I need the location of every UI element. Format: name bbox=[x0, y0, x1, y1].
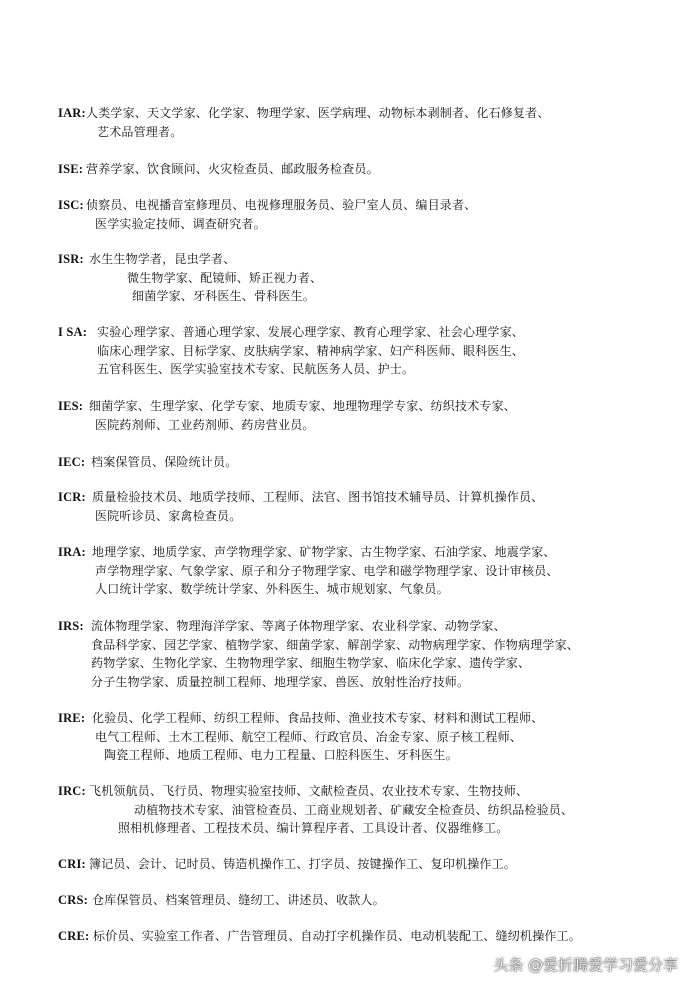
occupation-line: 质量检验技术员、地质学技师、工程师、法官、图书馆技术辅导员、计算机操作员、 bbox=[92, 490, 544, 504]
occupation-line: 食品科学家、园艺学家、植物学家、细菌学家、解剖学家、动物病理学家、作物病理学家、 bbox=[91, 637, 580, 652]
holland-code-label: IRS: bbox=[58, 619, 84, 633]
holland-code-label: ISR: bbox=[58, 252, 84, 266]
occupation-line: 医院药剂师、工业药剂师、药房营业员。 bbox=[95, 417, 315, 432]
occupation-line: 飞机领航员、飞行员、物理实验室技师、文献检查员、农业技术专家、生物技师、 bbox=[89, 784, 529, 798]
occupation-line: 艺术品管理者。 bbox=[97, 124, 183, 139]
watermark: 头条 @爱折腾爱学习爱分享 bbox=[493, 956, 678, 974]
occupation-line: 电气工程师、土木工程师、航空工程师、行政官员、冶金专家、原子核工程师、 bbox=[95, 729, 523, 744]
occupation-line: 细菌学家、生理学家、化学专家、地质专家、地理物理学专家、纺织技术专家、 bbox=[89, 399, 517, 413]
occupation-line: 化验员、化学工程师、纺织工程师、食品技师、渔业技术专家、材料和测试工程师、 bbox=[92, 711, 544, 725]
occupation-line: 五官科医生、医学实验室技术专家、民航医务人员、护士。 bbox=[97, 362, 415, 376]
occupation-line: 临床心理学家、目标学家、皮肤病学家、精神病学家、妇产科医师、眼科医生、 bbox=[97, 343, 525, 358]
occupation-line: 分子生物学家、质量控制工程师、地理学家、兽医、放射性治疗技师。 bbox=[91, 674, 470, 689]
occupation-line: 微生物学家、配镜师、矫正视力者、 bbox=[127, 270, 323, 285]
occupation-line: 簿记员、会计、记时员、铸造机操作工、打字员、按键操作工、复印机操作工。 bbox=[89, 857, 517, 871]
holland-code-label: IES: bbox=[58, 399, 84, 413]
occupation-line: 营养学家、饮食顾问、火灾检查员、邮政服务检查员。 bbox=[86, 162, 379, 176]
holland-code-label: IRC: bbox=[58, 784, 86, 798]
occupation-line: 地理学家、地质学家、声学物理学家、矿物学家、古生物学家、石油学家、地震学家、 bbox=[92, 545, 556, 559]
occupation-line: 医学实验定技师、调查研究者。 bbox=[95, 216, 266, 231]
holland-code-label: IEC: bbox=[58, 455, 86, 469]
holland-code-label: ISC: bbox=[58, 198, 84, 212]
occupation-line: 流体物理学家、物理海洋学家、等离子体物理学家、农业科学家、动物学家、 bbox=[91, 619, 506, 633]
holland-code-label: CRE: bbox=[58, 929, 90, 943]
occupation-line: 仓库保管员、档案管理员、缝纫工、讲述员、收款人。 bbox=[92, 893, 385, 907]
occupation-line: 医院听诊员、家禽检查员。 bbox=[95, 508, 242, 523]
occupation-line: 陶瓷工程师、地质工程师、电力工程量、口腔科医生、牙科医生。 bbox=[104, 748, 458, 762]
occupation-line: 水生生物学者，昆虫学者、 bbox=[89, 252, 236, 266]
holland-code-label: I SA: bbox=[58, 325, 88, 339]
holland-code-label: IAR: bbox=[58, 106, 86, 120]
occupation-line: 照相机修理者、工程技术员、编计算程序者、工具设计者、仪器维修工。 bbox=[118, 821, 509, 835]
occupation-line: 档案保管员、保险统计员。 bbox=[91, 455, 238, 469]
occupation-line: 实验心理学家、普通心理学家、发展心理学家、教育心理学家、社会心理学家、 bbox=[97, 325, 525, 339]
holland-code-label: IRA: bbox=[58, 545, 86, 559]
holland-code-label: ISE: bbox=[58, 162, 84, 176]
holland-code-label: CRS: bbox=[58, 893, 88, 907]
occupation-line: 侦察员、电视播音室修理员、电视修理服务员、验尸室人员、编目录者、 bbox=[86, 198, 477, 212]
occupation-line: 动植物技术专家、油管检查员、工商业规划者、矿藏安全检查员、纺织品检验员、 bbox=[134, 802, 574, 817]
holland-code-label: IRE: bbox=[58, 711, 86, 725]
occupation-line: 人类学家、天文学家、化学家、物理学家、医学病理、动物标本剥制者、化石修复者、 bbox=[86, 106, 550, 120]
occupation-line: 人口统计学家、数学统计学家、外科医生、城市规划家、气象员。 bbox=[95, 582, 449, 596]
occupation-line: 声学物理学家、气象学家、原子和分子物理学家、电学和磁学物理学家、设计审核员、 bbox=[95, 563, 559, 578]
occupation-line: 药物学家、生物化学家、生物物理学家、细胞生物学家、临床化学家、遗传学家、 bbox=[91, 656, 531, 670]
holland-code-label: CRI: bbox=[58, 857, 86, 871]
holland-code-label: ICR: bbox=[58, 490, 86, 504]
occupation-line: 细菌学家、牙科医生、骨科医生。 bbox=[132, 289, 316, 303]
occupation-line: 标价员、实验室工作者、广告管理员、自动打字机操作员、电动机装配工、缝纫机操作工。 bbox=[93, 929, 582, 943]
